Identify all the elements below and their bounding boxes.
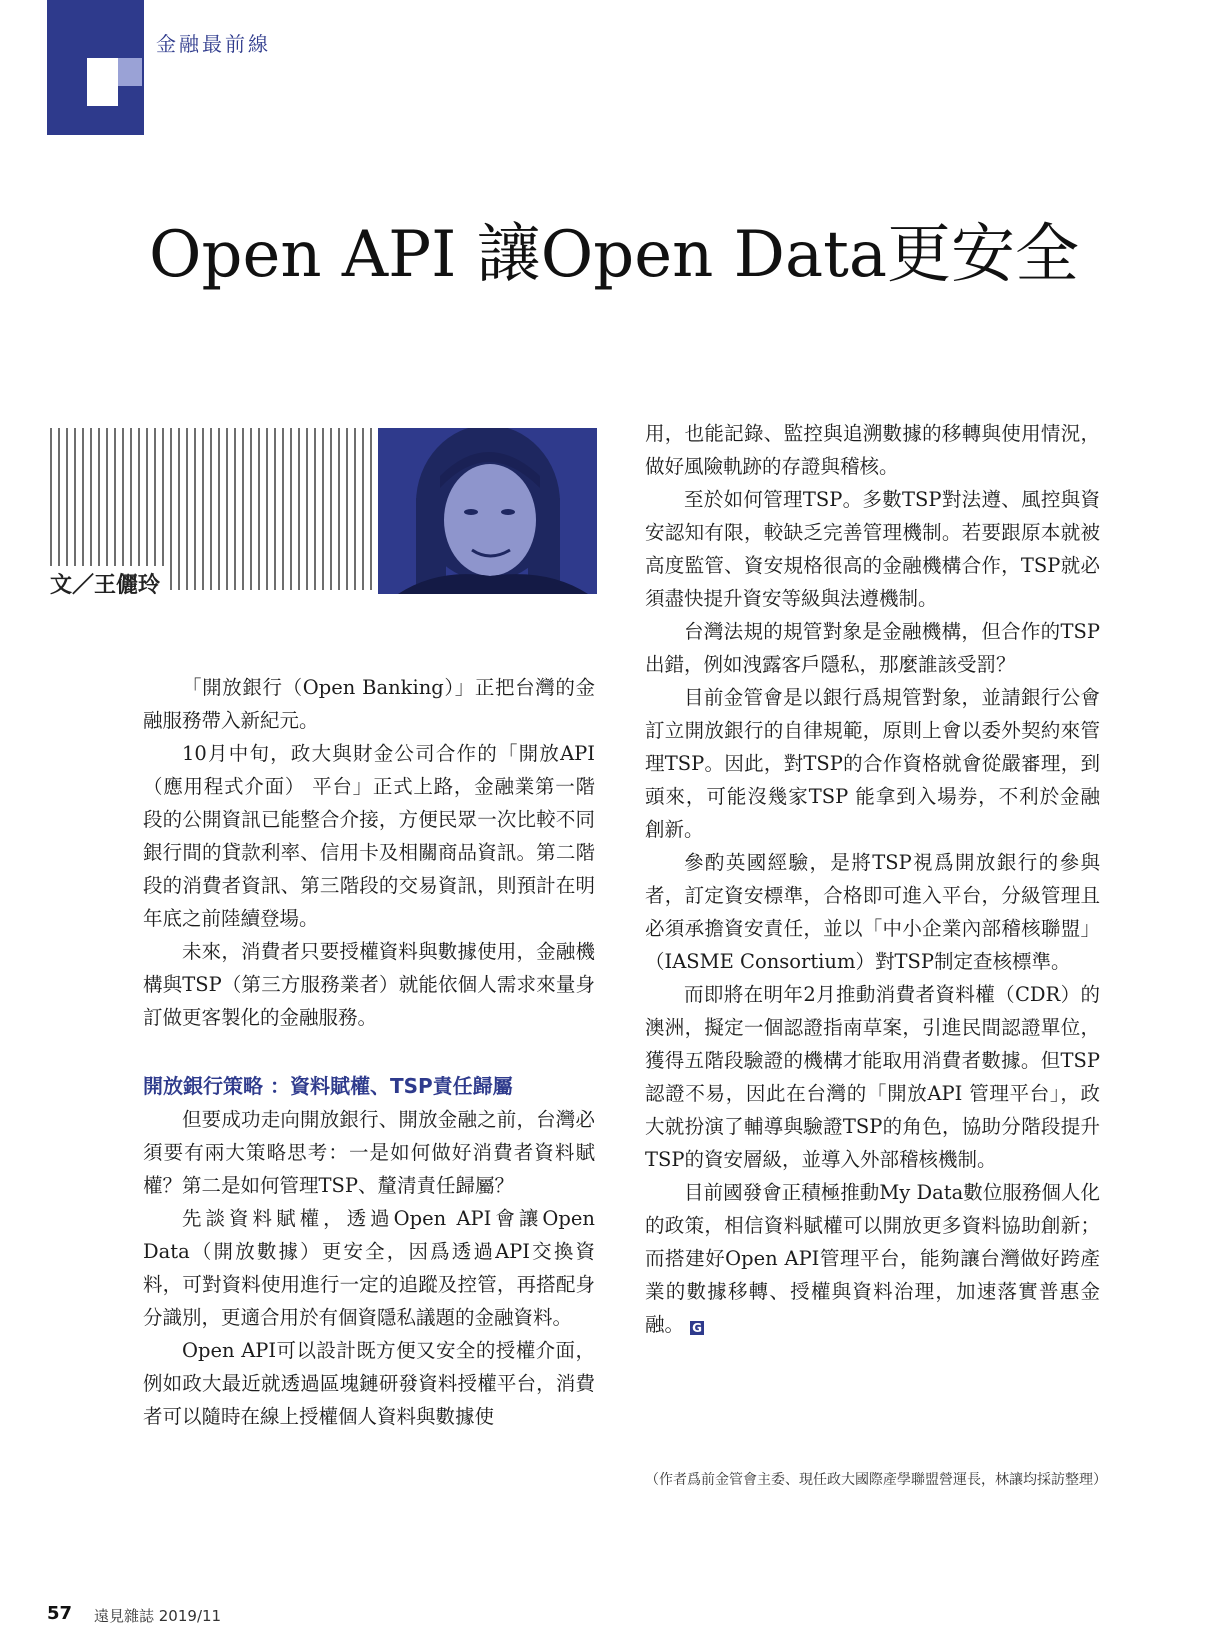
right-column <box>645 417 1100 1341</box>
paragraph-continuation: 用，也能記錄、監控與追溯數據的移轉與使用情況，做好風險軌跡的存證與稽核。 <box>645 422 1100 478</box>
section-label: 金融最前線 <box>156 32 271 56</box>
paragraph: 「開放銀行（Open Banking）」正把台灣的金融服務帶入新紀元。 <box>143 676 595 732</box>
paragraph: 先談資料賦權，透過Open API會讓Open Data（開放數據）更安全，因爲透過API交換資料，可對資料使用進行一定的追蹤及控管，再搭配身分識別，更適合用於有個資隱私議題的金融資料。 <box>143 1207 595 1329</box>
paragraph: 至於如何管理TSP。多數TSP對法遵、風控與資安認知有限，較缺乏完善管理機制。若要跟原本就被高度監管、資安規格很高的金融機構合作，TSP就必須盡快提升資安等級與法遵機制。 <box>645 488 1100 610</box>
page-number: 57 <box>47 1603 73 1624</box>
paragraph: 而即將在明年2月推動消費者資料權（CDR）的澳洲，擬定一個認證指南草案，引進民間認證單位，獲得五階段驗證的機構才能取用消費者數據。但TSP認證不易，因此在台灣的「開放API 管理平台」，政大就扮演了輔導與驗證TSP的角色，協助分階段提升TSP的資安層級，並導入外部稽核機制。 <box>645 983 1100 1171</box>
paragraph: 未來，消費者只要授權資料與數據使用，金融機構與TSP（第三方服務業者）就能依個人需求來量身訂做更客製化的金融服務。 <box>143 940 595 1029</box>
paragraph: 目前金管會是以銀行爲規管對象，並請銀行公會訂立開放銀行的自律規範，原則上會以委外契約來管理TSP。因此，對TSP的合作資格就會從嚴審理，到頭來，可能沒幾家TSP 能拿到入場券，不利於金融創新。 <box>645 686 1100 841</box>
left-column <box>143 671 595 1433</box>
paragraph: 台灣法規的規管對象是金融機構，但合作的TSP出錯，例如洩露客戶隱私，那麼誰該受罰？ <box>645 620 1100 676</box>
magazine-info: 遠見雜誌 2019/11 <box>94 1607 222 1625</box>
paragraph: 參酌英國經驗，是將TSP視爲開放銀行的參與者，訂定資安標準，合格即可進入平台，分級管理且必須承擔資安責任，並以「中小企業內部稽核聯盟」（IASME Consortium）對TSP制定查核標準。 <box>645 851 1100 973</box>
final-paragraph-text: 目前國發會正積極推動My Data數位服務個人化的政策，相信資料賦權可以開放更多資料協助創新；而搭建好Open API管理平台，能夠讓台灣做好跨產業的數據移轉、授權與資料治理，加速落實普惠金融。 <box>645 1181 1100 1336</box>
final-paragraph <box>645 1176 1100 1341</box>
subheading: 開放銀行策略 ：資料賦權、TSP責任歸屬 <box>143 1074 513 1098</box>
author-portrait <box>378 428 597 594</box>
paragraph: 10月中旬，政大與財金公司合作的「開放API（應用程式介面） 平台」正式上路，金融業第一階段的公開資訊已能整合介接，方便民眾一次比較不同銀行間的貸款利率、信用卡及相關商品資訊。第二階段的消費者資訊、第三階段的交易資訊，則預計在明年底之前陸續登場。 <box>143 742 595 930</box>
header-accent <box>118 58 142 86</box>
article-title: Open API 讓Open Data更安全 <box>149 218 1079 292</box>
author-note: （作者爲前金管會主委、現任政大國際產學聯盟營運長，林讓均採訪整理） <box>645 1472 1107 1488</box>
header-notch <box>87 58 118 106</box>
paragraph: Open API可以設計既方便又安全的授權介面，例如政大最近就透過區塊鏈研發資料授權平台，消費者可以隨時在線上授權個人資料與數據使 <box>143 1339 595 1428</box>
byline: 文／王儷玲 <box>50 573 161 598</box>
paragraph: 但要成功走向開放銀行、開放金融之前，台灣必須要有兩大策略思考：一是如何做好消費者資料賦權？第二是如何管理TSP、釐清責任歸屬？ <box>143 1108 595 1197</box>
end-mark-icon: G <box>690 1321 704 1335</box>
